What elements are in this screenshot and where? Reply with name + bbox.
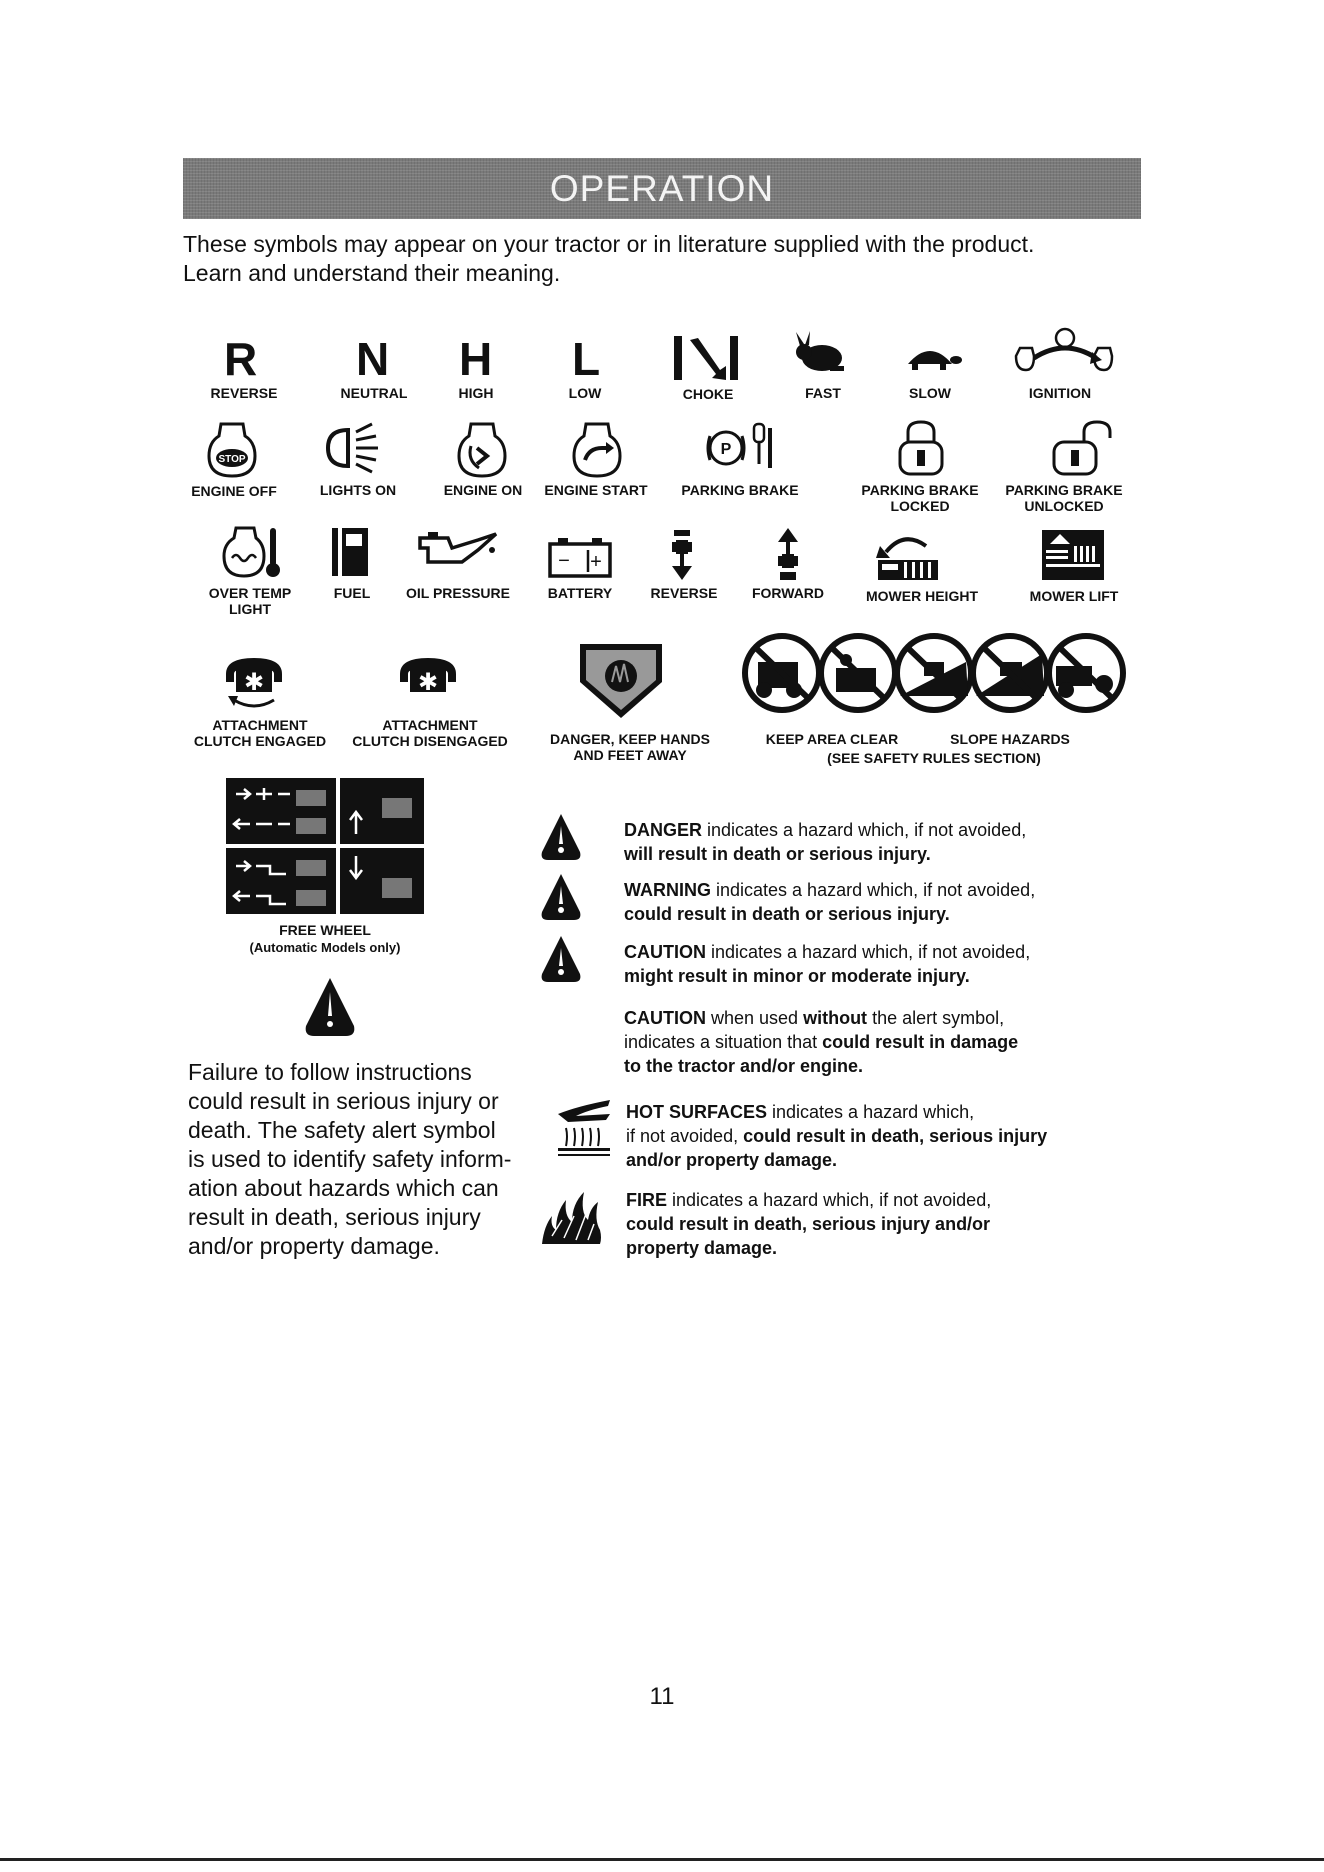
section-banner (183, 158, 1141, 219)
brake-unlocked-label-2: UNLOCKED (1024, 498, 1104, 514)
warning-text: indicates a hazard which, if not avoided, (711, 880, 1036, 900)
keep-clear-child-icon (745, 636, 819, 710)
engine-on-label: ENGINE ON (443, 482, 523, 498)
parking-brake-label: PARKING BRAKE (681, 482, 799, 498)
choke-label: CHOKE (682, 386, 734, 402)
mower-height-label: MOWER HEIGHT (866, 588, 978, 604)
fast-label: FAST (805, 385, 841, 401)
safety-alert-icon (304, 976, 356, 1038)
fire-definition: FIRE indicates a hazard which, if not avoided, could result in death, serious injury and/or property damage. (626, 1190, 992, 1258)
engine-off-icon (207, 420, 257, 478)
failure-line-4: is used to identify safety inform- (188, 1146, 512, 1172)
danger-text: indicates a hazard which, if not avoided, (702, 820, 1027, 840)
slope-hazard-icon-2 (973, 636, 1047, 710)
fuel-label: FUEL (333, 585, 371, 601)
clutch-engaged-label-2: CLUTCH ENGAGED (193, 733, 327, 749)
battery-minus-text: − (558, 550, 570, 572)
svg-text:✱: ✱ (243, 668, 265, 696)
failure-line-1: Failure to follow instructions (188, 1059, 472, 1085)
battery-plus-text: + (590, 551, 602, 573)
choke-icon (672, 334, 742, 384)
section-title: OPERATION (549, 168, 775, 209)
failure-paragraph (188, 1058, 518, 1261)
parking-brake-locked-icon (896, 418, 946, 478)
intro-line-2: Learn and understand their meaning. (183, 260, 561, 286)
caution-text: indicates a hazard which, if not avoided, (706, 942, 1031, 962)
forward-tractor-icon (774, 526, 802, 584)
turtle-icon (900, 338, 962, 372)
warning-alert-icon (540, 872, 582, 922)
danger-result: will result in death or serious injury. (624, 844, 931, 864)
danger-hands-label-1: DANGER, KEEP HANDS (550, 731, 710, 747)
mower-lift-icon (1040, 528, 1108, 582)
reverse-letter-icon: R (224, 333, 258, 385)
clutch-disengaged-icon (396, 652, 460, 700)
danger-alert-icon (540, 812, 582, 862)
brake-locked-label-1: PARKING BRAKE (861, 482, 979, 498)
failure-line-2: could result in serious injury or (188, 1088, 499, 1114)
reverse-tractor-icon (668, 526, 696, 584)
parking-brake-unlocked-icon (1050, 418, 1114, 478)
hand-danger-icon (578, 642, 664, 720)
danger-word: DANGER (624, 820, 703, 840)
engine-off-label: ENGINE OFF (191, 483, 277, 499)
free-wheel-label-2: (Automatic Models only) (249, 940, 401, 955)
brake-unlocked-label-1: PARKING BRAKE (1005, 482, 1123, 498)
parking-brake-icon (704, 420, 784, 472)
over-temp-icon (222, 522, 282, 582)
keep-area-clear-label: KEEP AREA CLEAR (765, 731, 899, 747)
reverse-label: REVERSE (210, 385, 278, 401)
free-wheel-label-1: FREE WHEEL (279, 922, 371, 938)
clutch-disengaged-label-1: ATTACHMENT (382, 717, 478, 733)
clutch-engaged-label-1: ATTACHMENT (212, 717, 308, 733)
oil-pressure-label: OIL PRESSURE (406, 585, 510, 601)
ignition-icon (1012, 326, 1118, 376)
rabbit-icon (790, 330, 850, 376)
svg-text:✱: ✱ (417, 668, 439, 696)
engine-start-label: ENGINE START (544, 482, 648, 498)
safety-prohibition-icons (740, 632, 1130, 714)
low-letter-icon: L (572, 333, 601, 385)
high-label: HIGH (458, 385, 494, 401)
neutral-letter-icon: N (356, 333, 390, 385)
oil-can-icon (418, 528, 500, 568)
over-temp-label-1: OVER TEMP (208, 585, 292, 601)
lights-on-icon (326, 420, 388, 476)
intro-text (183, 230, 1133, 288)
reverse-direction-label: REVERSE (650, 585, 718, 601)
warning-definition (624, 878, 1035, 926)
fire-icon (538, 1186, 606, 1248)
intro-line-1: These symbols may appear on your tractor or in literature supplied with the product. (183, 231, 1035, 257)
engine-off-stop-text: STOP (218, 454, 246, 465)
battery-label: BATTERY (547, 585, 613, 601)
danger-definition (624, 818, 1026, 866)
engine-on-icon (457, 420, 509, 478)
engine-start-icon (572, 420, 624, 478)
slope-hazards-label: SLOPE HAZARDS (950, 731, 1070, 747)
mower-lift-label: MOWER LIFT (1029, 588, 1119, 604)
battery-icon (548, 536, 614, 578)
neutral-label: NEUTRAL (340, 385, 408, 401)
caution-word: CAUTION (624, 942, 706, 962)
brake-locked-label-2: LOCKED (890, 498, 950, 514)
ignition-label: IGNITION (1028, 385, 1092, 401)
free-wheel-decal (226, 778, 424, 914)
failure-line-7: and/or property damage. (188, 1233, 440, 1259)
caution-alert-icon (540, 934, 582, 984)
forward-direction-label: FORWARD (751, 585, 825, 601)
slope-hazard-icon-3 (1049, 636, 1123, 710)
see-safety-rules-label: (SEE SAFETY RULES SECTION) (827, 750, 1041, 766)
clutch-disengaged-label-2: CLUTCH DISENGAGED (352, 733, 508, 749)
caution-result: might result in minor or moderate injury. (624, 966, 970, 986)
clutch-engaged-icon (222, 652, 286, 712)
mower-height-icon (874, 530, 946, 582)
hot-surface-icon (554, 1098, 614, 1158)
slow-label: SLOW (909, 385, 951, 401)
high-letter-icon: H (459, 333, 493, 385)
warning-word: WARNING (624, 880, 711, 900)
fuel-icon (330, 524, 372, 578)
page-number: 11 (649, 1683, 675, 1710)
failure-line-5: ation about hazards which can (188, 1175, 499, 1201)
over-temp-label-2: LIGHT (229, 601, 271, 617)
failure-line-6: result in death, serious injury (188, 1204, 481, 1230)
hot-surfaces-definition: HOT SURFACES indicates a hazard which, if not avoided, could result in death, serious injury and/or property damage. (626, 1102, 1048, 1170)
caution-no-symbol-definition: CAUTION when used without the alert symbol, indicates a situation that could result in damage to the tractor and/or engine. (624, 1008, 1019, 1076)
slope-hazard-icon-1 (897, 636, 971, 710)
low-label: LOW (568, 385, 602, 401)
failure-line-3: death. The safety alert symbol (188, 1117, 496, 1143)
danger-hands-label-2: AND FEET AWAY (573, 747, 687, 763)
warning-result: could result in death or serious injury. (624, 904, 950, 924)
bottom-rule (0, 1858, 1324, 1861)
lights-on-label: LIGHTS ON (319, 482, 397, 498)
keep-clear-person-icon (821, 636, 895, 710)
caution-definition (624, 940, 1030, 988)
parking-brake-p-text: P (720, 441, 732, 458)
